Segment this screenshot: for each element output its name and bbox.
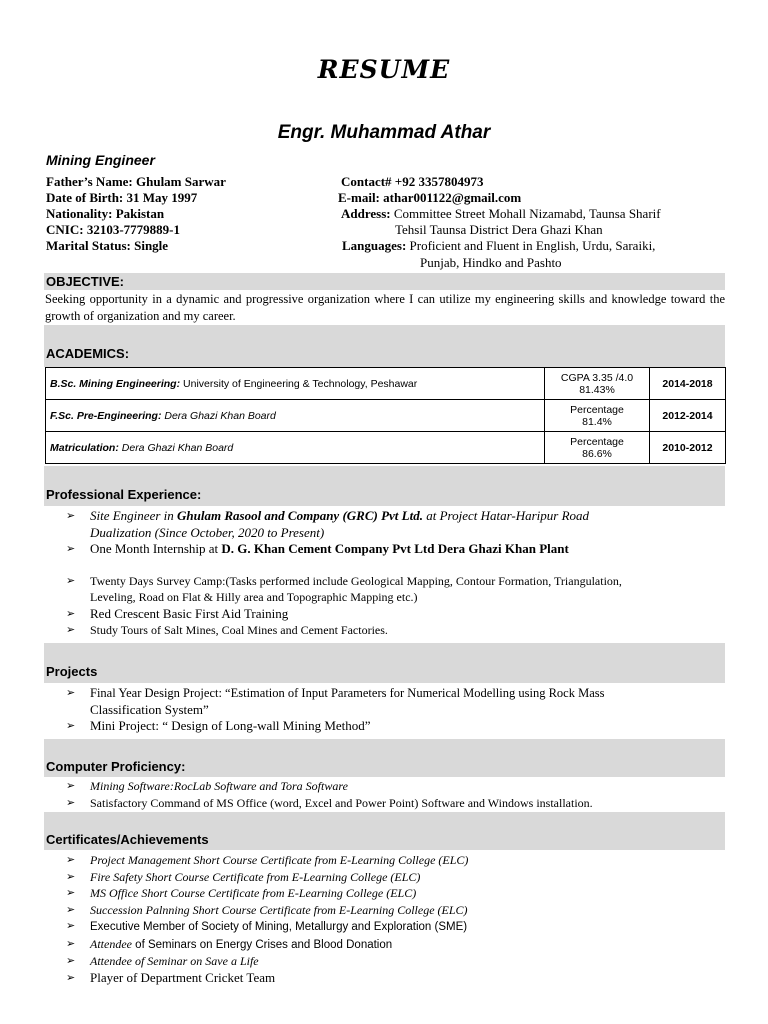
arrow-bullet-icon: ➢ bbox=[66, 920, 76, 932]
arrow-bullet-icon: ➢ bbox=[66, 854, 76, 866]
academics-table bbox=[45, 367, 726, 464]
computer-list bbox=[66, 778, 726, 811]
years-cell: 2012-2014 bbox=[650, 400, 726, 432]
degree-cell: B.Sc. Mining Engineering: University of Engineering & Technology, Peshawar bbox=[46, 368, 545, 400]
father-name: Father’s Name: Ghulam Sarwar bbox=[46, 174, 226, 189]
list-item: ➢ Player of Department Cricket Team bbox=[66, 969, 276, 985]
projects-list bbox=[66, 685, 726, 735]
list-item: ➢ Mini Project: “ Design of Long-wall Mining Method” bbox=[66, 718, 371, 733]
arrow-bullet-icon: ➢ bbox=[66, 574, 76, 587]
arrow-bullet-icon: ➢ bbox=[66, 543, 76, 555]
contact-email: E-mail: athar001122@gmail.com bbox=[338, 190, 522, 205]
contact-address-line2: Tehsil Taunsa District Dera Ghazi Khan bbox=[395, 222, 603, 237]
score-cell: CGPA 3.35 /4.0 81.43% bbox=[545, 368, 650, 400]
arrow-bullet-icon: ➢ bbox=[66, 955, 76, 967]
list-item: ➢ Satisfactory Command of MS Office (word, Excel and Power Point) Software and Windows installation. bbox=[66, 795, 593, 810]
arrow-bullet-icon: ➢ bbox=[66, 971, 76, 984]
arrow-bullet-icon: ➢ bbox=[66, 607, 76, 620]
experience-list bbox=[66, 508, 726, 639]
arrow-bullet-icon: ➢ bbox=[66, 903, 76, 916]
job-role: Mining Engineer bbox=[46, 152, 155, 168]
list-item: ➢ Red Crescent Basic First Aid Training bbox=[66, 605, 289, 621]
list-item: ➢ Final Year Design Project: “Estimation of Input Parameters for Numerical Modelling using Rock Mass Classification System” bbox=[66, 686, 605, 717]
certificates-heading: Certificates/Achievements bbox=[44, 812, 725, 850]
list-item: ➢ Attendee of Seminar on Save a Life bbox=[66, 954, 259, 968]
experience-heading: Professional Experience: bbox=[44, 466, 725, 506]
resume-title: RESUME bbox=[317, 55, 451, 84]
table-row bbox=[46, 400, 726, 432]
certificates-list bbox=[66, 852, 726, 986]
score-cell: Percentage 81.4% bbox=[545, 400, 650, 432]
list-item: ➢ MS Office Short Course Certificate from E-Learning College (ELC) bbox=[66, 886, 417, 900]
score-cell: Percentage 86.6% bbox=[545, 432, 650, 464]
date-of-birth: Date of Birth: 31 May 1997 bbox=[46, 190, 198, 205]
list-item: ➢ Project Management Short Course Certificate from E-Learning College (ELC) bbox=[66, 853, 469, 867]
arrow-bullet-icon: ➢ bbox=[66, 510, 76, 522]
contact-languages: Languages: Proficient and Fluent in English, Urdu, Saraiki, bbox=[342, 238, 656, 253]
arrow-bullet-icon: ➢ bbox=[66, 624, 76, 636]
degree-cell: F.Sc. Pre-Engineering: Dera Ghazi Khan Board bbox=[46, 400, 545, 432]
computer-heading: Computer Proficiency: bbox=[44, 739, 725, 777]
nationality: Nationality: Pakistan bbox=[46, 206, 165, 221]
arrow-bullet-icon: ➢ bbox=[66, 780, 76, 792]
table-row bbox=[46, 432, 726, 464]
list-item: ➢ Executive Member of Society of Mining, Metallurgy and Exploration (SME) bbox=[66, 920, 468, 933]
contact-languages-line2: Punjab, Hindko and Pashto bbox=[420, 255, 562, 270]
arrow-bullet-icon: ➢ bbox=[66, 720, 76, 732]
contact-phone: Contact# +92 3357804973 bbox=[341, 174, 484, 189]
years-cell: 2010-2012 bbox=[650, 432, 726, 464]
list-item: ➢ Site Engineer in Ghulam Rasool and Company (GRC) Pvt Ltd. at Project Hatar-Haripur Road Dualization (Since October, 2020 to Present) bbox=[66, 508, 590, 540]
table-row bbox=[46, 368, 726, 400]
arrow-bullet-icon: ➢ bbox=[66, 887, 76, 899]
arrow-bullet-icon: ➢ bbox=[66, 937, 76, 950]
projects-heading: Projects bbox=[44, 643, 725, 683]
list-item: ➢ Mining Software:RocLab Software and Tora Software bbox=[66, 779, 348, 793]
years-cell: 2014-2018 bbox=[650, 368, 726, 400]
marital-status: Marital Status: Single bbox=[46, 238, 169, 253]
cnic: CNIC: 32103-7779889-1 bbox=[46, 222, 180, 237]
objective-heading: OBJECTIVE: bbox=[44, 273, 725, 290]
arrow-bullet-icon: ➢ bbox=[66, 687, 76, 699]
academics-heading: ACADEMICS: bbox=[44, 325, 725, 367]
contact-address: Address: Committee Street Mohall Nizamabd, Taunsa Sharif bbox=[341, 206, 661, 221]
degree-cell: Matriculation: Dera Ghazi Khan Board bbox=[46, 432, 545, 464]
list-item: ➢ Attendee of Seminars on Energy Crises and Blood Donation bbox=[66, 936, 393, 951]
objective-text: Seeking opportunity in a dynamic and progressive organization where I can utilize my engineering skills and knowledge toward the growth of organization and my career. bbox=[45, 292, 725, 323]
list-item: ➢ Succession Palnning Short Course Certificate from E-Learning College (ELC) bbox=[66, 902, 468, 917]
list-item: ➢ Fire Safety Short Course Certificate from E-Learning College (ELC) bbox=[66, 869, 421, 884]
candidate-name: Engr. Muhammad Athar bbox=[277, 122, 491, 143]
list-item: ➢ One Month Internship at D. G. Khan Cement Company Pvt Ltd Dera Ghazi Khan Plant bbox=[66, 541, 569, 556]
arrow-bullet-icon: ➢ bbox=[66, 796, 76, 809]
arrow-bullet-icon: ➢ bbox=[66, 870, 76, 883]
list-item: ➢ Twenty Days Survey Camp:(Tasks performed include Geological Mapping, Contour Formation, Triangulation, Leveling, Road on Flat & Hilly area and Topographic Mapping etc.) bbox=[66, 573, 622, 604]
list-item: ➢ Study Tours of Salt Mines, Coal Mines and Cement Factories. bbox=[66, 623, 388, 637]
